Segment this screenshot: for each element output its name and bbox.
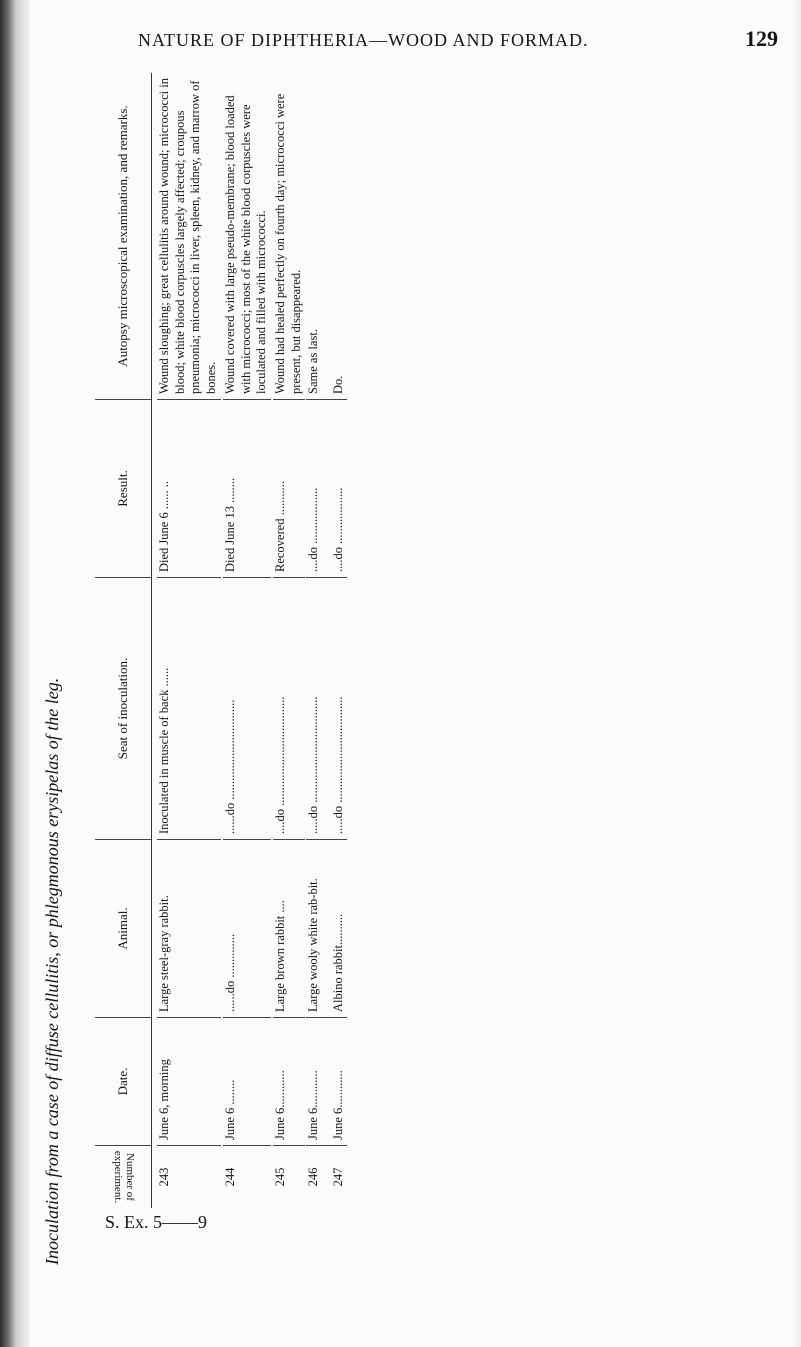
autopsy-cell: Same as last.	[306, 73, 338, 400]
experiment-number: 246	[306, 1167, 320, 1187]
autopsy-cell: Do.	[331, 73, 347, 400]
result-cell: ....do ..................	[331, 400, 347, 578]
book-binding-shadow	[0, 0, 30, 1347]
running-head-title: NATURE OF DIPHTHERIA—WOOD AND FORMAD.	[138, 30, 589, 50]
seat-cell: ......do ................................	[223, 578, 271, 840]
seat-cell: .....do ..................................	[306, 578, 338, 840]
header-date: Date.	[95, 1018, 151, 1146]
table-header-row	[95, 73, 152, 1208]
seat-cell: ....do ...................................	[273, 578, 305, 840]
experiment-number: 243	[157, 1167, 171, 1187]
experiment-table	[95, 73, 347, 1208]
table-row	[223, 73, 271, 1208]
page-edge	[791, 0, 801, 1347]
result-cell: ....do ..................	[306, 400, 338, 578]
date-cell: June 6............	[331, 1018, 347, 1146]
animal-cell: Large wooly white rab-bit.	[306, 840, 338, 1018]
header-number: Number of experiment.	[112, 1150, 136, 1204]
seat-cell: .....do ..................................	[331, 578, 347, 840]
date-cell: June 6 ........	[223, 1018, 271, 1146]
table-row	[157, 73, 221, 1208]
table-row	[331, 73, 347, 1208]
experiment-number: 247	[331, 1167, 345, 1187]
date-cell: June 6, morning	[157, 1018, 221, 1146]
table-caption: Inoculation from a case of diffuse cellulitis, or phlegmonous erysipelas of the leg.	[42, 677, 62, 1265]
experiment-number: 245	[273, 1167, 287, 1187]
signature-mark: S. Ex. 5——9	[105, 1212, 208, 1232]
autopsy-cell: Wound had healed perfectly on fourth day; micrococci were present, but disappeared.	[273, 73, 305, 400]
result-cell: Recovered ...........	[273, 400, 305, 578]
animal-cell: Large brown rabbit ....	[273, 840, 305, 1018]
header-autopsy: Autopsy microscopical examination, and remarks.	[95, 73, 151, 400]
page-number: 129	[745, 26, 778, 51]
header-animal: Animal.	[95, 840, 151, 1018]
animal-cell: ......do ..............	[223, 840, 271, 1018]
date-cell: June 6............	[306, 1018, 338, 1146]
result-cell: Died June 6 ...... ..	[157, 400, 221, 578]
seat-cell: Inoculated in muscle of back ......	[157, 578, 221, 840]
date-cell: June 6............	[273, 1018, 305, 1146]
experiment-number: 244	[223, 1167, 237, 1187]
header-seat: Seat of inoculation.	[95, 578, 151, 840]
animal-cell: Large steel-gray rabbit.	[157, 840, 221, 1018]
autopsy-cell: Wound sloughing; great cellulitis around wound; micrococci in blood; white blood corpuscles largely affected; croupous pneumonia; micrococci in liver, spleen, kidney, and marrow of bones.	[157, 73, 221, 400]
animal-cell: Albino rabbit..........	[331, 840, 347, 1018]
result-cell: Died June 13 ........	[223, 400, 271, 578]
header-result: Result.	[95, 400, 151, 578]
autopsy-cell: Wound covered with large pseudo-membrane; blood loaded with micrococci; most of the white blood corpuscles were loculated and filled with micrococci.	[223, 73, 271, 400]
table-row	[273, 73, 305, 1208]
